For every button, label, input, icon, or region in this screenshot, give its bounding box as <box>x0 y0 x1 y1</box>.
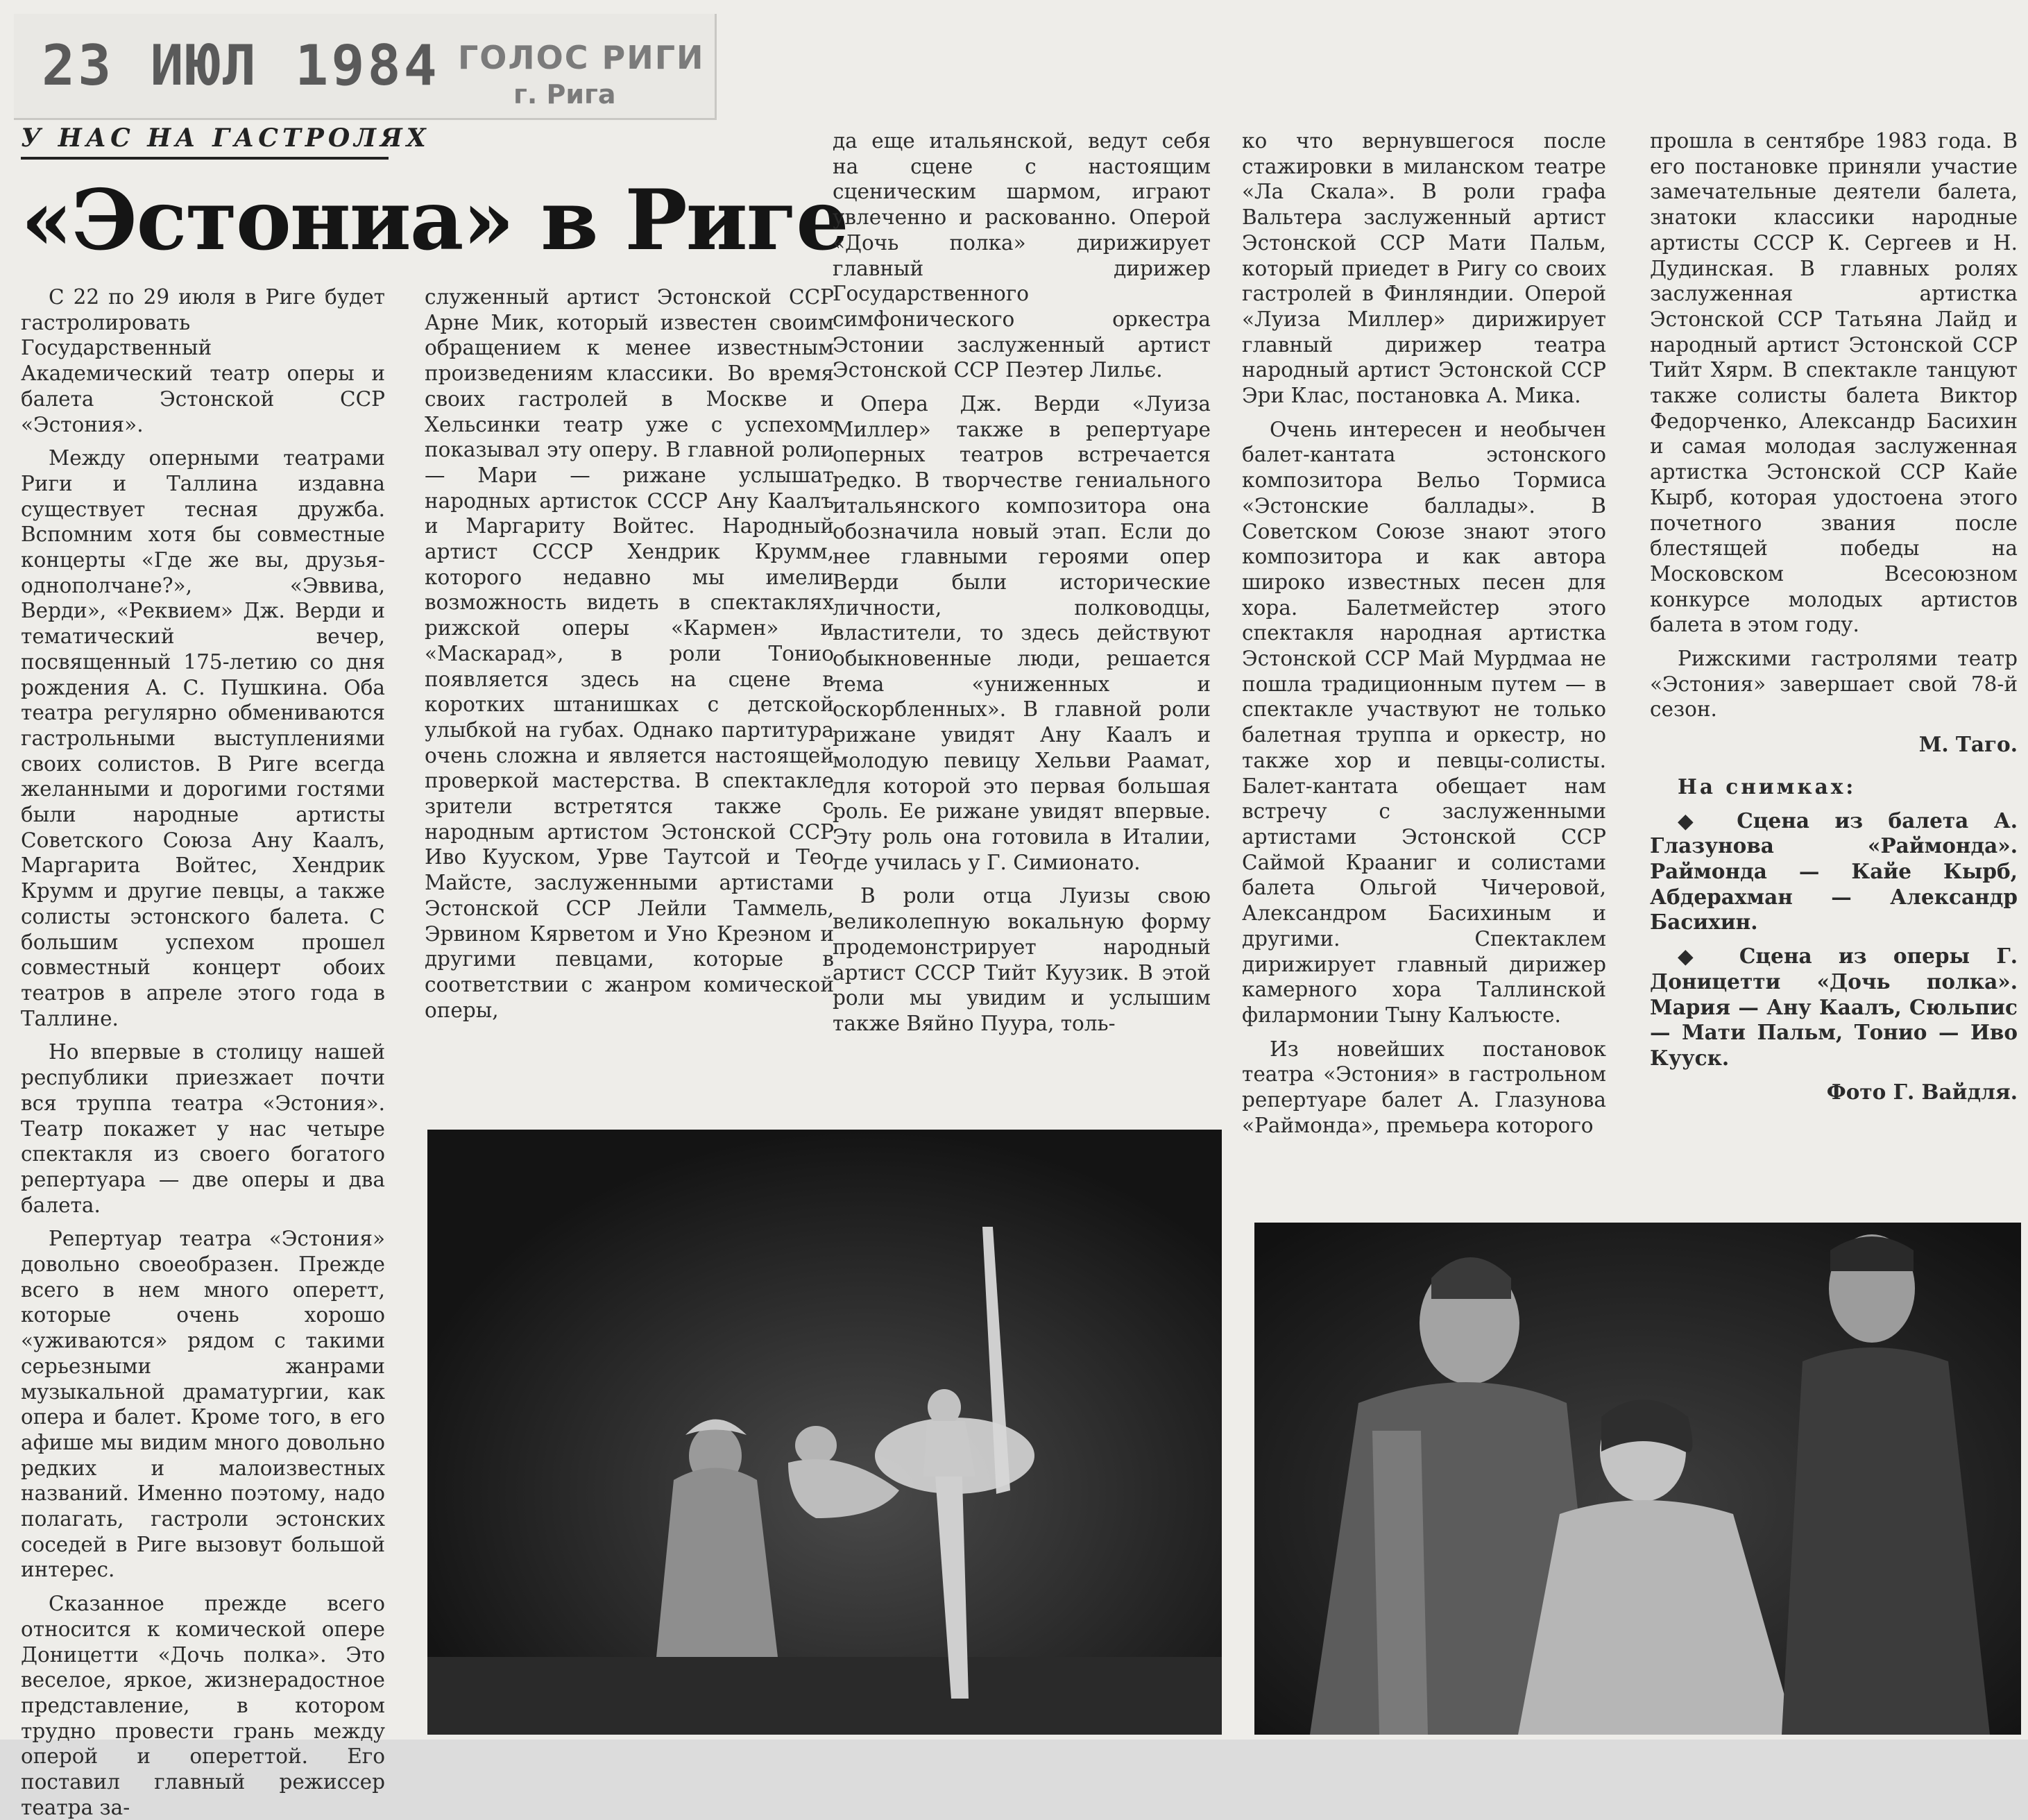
paragraph: В роли отца Луизы свою великолепную вокальную форму продемонстрирует народный артист СССР Тийт Куузик. В этой роли мы увидим и услышим также Вяйно Пуура, толь- <box>833 884 1211 1035</box>
paragraph: Сказанное прежде всего относится к комической опере Доницетти «Дочь полка». Это веселое, яркое, жизнерадостное представление, в котором трудно провести грань между оперой и опереттой. Его поставил главный режиссер театра за- <box>21 1592 385 1819</box>
paragraph: Между оперными театрами Риги и Таллина издавна существует тесная дружба. Вспомним хотя бы совместные концерты «Где же вы, друзья-однополчане?», «Эввива, Верди», «Реквием» Дж. Верди и тематический вечер, посвященный 175-летию со дня рождения А. С. Пушкина. Оба театра регулярно обмениваются гастрольными выступлениями своих солистов. В Риге всегда желанными и дорогими гостями были народные артисты Советского Союза Ану Каалъ, Маргарита Войтес, Хендрик Крумм и другие певцы, а также солисты эстонского балета. С большим успехом прошел совместный концерт обоих театров в апреле этого года в Таллине. <box>21 446 385 1030</box>
paragraph: прошла в сентябре 1983 года. В его постановке приняли участие замечательные деятели балета, знатоки классики народные артисты СССР К. Сергеев и Н. Дудинская. В главных ролях заслуженная артистка Эстонской ССР Татьяна Лайд и народный артист Эстонской ССР Тийт Хярм. В спектакле танцуют также солисты балета Виктор Федорченко, Александр Басихин и самая молодая заслуженная артистка Эстонской ССР Кайе Кырб, которая удостоена этого почетного звания после блестящей победы на Московском Всесоюзном конкурсе молодых артистов балета в этом году. <box>1650 129 2018 637</box>
article-column-1 <box>21 284 385 1819</box>
article-column-3 <box>833 128 1211 1138</box>
ballet-scene-photo <box>427 1130 1222 1735</box>
opera-scene-photo <box>1254 1223 2021 1735</box>
paragraph: Опера Дж. Верди «Луиза Миллер» также в репертуаре оперных театров встречается редко. В творчестве гениального итальянского композитора она обозначила новый этап. Если до нее главными героями опер Верди были исторические личности, полководцы, властители, то здесь действуют обыкновенные люди, решается тема «униженных и оскорбленных». В главной роли рижане увидят Ану Каалъ и молодую певицу Хельви Раамат, для которой это первая большая роль. Ее рижане увидят впервые. Эту роль она готовила в Италии, где училась у Г. Симионато. <box>833 392 1211 874</box>
article-column-2 <box>425 284 834 1138</box>
photo-caption-opera: ◆ Сцена из оперы Г. Доницетти «Дочь полка». Мария — Ану Каалъ, Сюльпис — Мати Пальм, Тонио — Иво Кууск. <box>1650 944 2018 1070</box>
article-rubric: У НАС НА ГАСТРОЛЯХ <box>21 124 389 160</box>
paragraph: Рижскими гастролями театр «Эстония» завершает свой 78-й сезон. <box>1650 647 2018 722</box>
photo-caption-ballet: ◆ Сцена из балета А. Глазунова «Раймонда». Раймонда — Кайе Кырб, Абдерахман — Александр Басихин. <box>1650 808 2018 935</box>
captions-heading: На снимках: <box>1678 774 1857 799</box>
article-column-4 <box>1242 128 1606 1207</box>
ballet-scene-image <box>427 1130 1222 1735</box>
author-signature: М. Таго. <box>1918 732 2018 757</box>
article-column-5 <box>1650 128 2018 1207</box>
article-title: «Эстониа» в Риге <box>21 171 848 269</box>
opera-scene-image <box>1254 1223 2021 1735</box>
stamp-newspaper-name: ГОЛОС РИГИ <box>458 39 705 76</box>
clipping-stamp <box>14 14 717 120</box>
paragraph: Очень интересен и необычен балет-кантата эстонского композитора Вельо Тормиса «Эстонские баллады». В Советском Союзе знают этого композитора и как автора широко известных песен для хора. Балетмейстер этого спектакля народная артистка Эстонской ССР Май Мурдмаа не пошла традиционным путем — в спектакле участвуют не только балетная труппа и оркестр, но также хор и певцы-солисты. Балет-кантата обещает нам встречу с заслуженными артистами Эстонской ССР Саймой Крааниг и солистами балета Ольгой Чичеровой, Александром Басихиным и другими. Спектаклем дирижирует главный дирижер камерного хора Таллинской филармонии Тыну Калъюсте. <box>1242 417 1606 1027</box>
paragraph: С 22 по 29 июля в Риге будет гастролировать Государственный Академический театр оперы и балета Эстонской ССР «Эстония». <box>21 285 385 436</box>
paragraph: Репертуар театра «Эстония» довольно своеобразен. Прежде всего в нем много оперетт, которые очень хорошо «уживаются» рядом с такими серьезными жанрами музыкальной драматургии, как опера и балет. Кроме того, в его афише мы видим много довольно редких и малоизвестных названий. Именно поэтому, надо полагать, гастроли эстонских соседей в Риге вызовут большой интерес. <box>21 1227 385 1582</box>
paragraph: Но впервые в столицу нашей республики приезжает почти вся труппа театра «Эстония». Театр покажет у нас четыре спектакля из своего богатого репертуара — две оперы и два балета. <box>21 1040 385 1217</box>
paragraph: Из новейших постановок театра «Эстония» в гастрольном репертуаре балет А. Глазунова «Раймонда», премьера которого <box>1242 1037 1606 1137</box>
photo-credit: Фото Г. Вайдля. <box>1826 1079 2018 1104</box>
paragraph: служенный артист Эстонской ССР Арне Мик, который известен своим обращением к менее известным произведениям классики. Во время своих гастролей в Москве и Хельсинки театр уже с успехом показывал эту оперу. В главной роли — Мари — рижане услышат народных артисток СССР Ану Каалъ и Маргариту Войтес. Народный артист СССР Хендрик Крумм, которого недавно мы имели возможность видеть в спектаклях рижской оперы «Кармен» и «Маскарад», в роли Тонио появляется здесь на сцене в коротких штанишках с детской улыбкой на губах. Однако партитура очень сложна и является настоящей проверкой мастерства. В спектакле зрители встретятся также с народным артистом Эстонской ССР Иво Кууском, Урве Таутсой и Тео Майсте, заслуженными артистами Эстонской ССР Лейли Таммель, Эрвином Кярветом и Уно Креэном и другими певцами, которые в соответствии с жанром комической оперы, <box>425 285 834 1022</box>
paragraph: ко что вернувшегося после стажировки в миланском театре «Ла Скала». В роли графа Вальтера заслуженный артист Эстонской ССР Мати Пальм, который приедет в Ригу со своих гастролей в Финляндии. Оперой «Луиза Миллер» дирижирует главный дирижер театра народный артист Эстонской ССР Эри Клас, постановка А. Мика. <box>1242 129 1606 408</box>
stamp-date: 23 ИЮЛ 1984 <box>42 33 440 98</box>
stamp-city: г. Рига <box>513 79 616 110</box>
paragraph: да еще итальянской, ведут себя на сцене с настоящим сценическим шармом, играют увлеченно и раскованно. Оперой «Дочь полка» дирижирует главный дирижер Государственного симфонического оркестра Эстонии заслуженный артист Эстонской ССР Пеэтер Лильє. <box>833 129 1211 382</box>
